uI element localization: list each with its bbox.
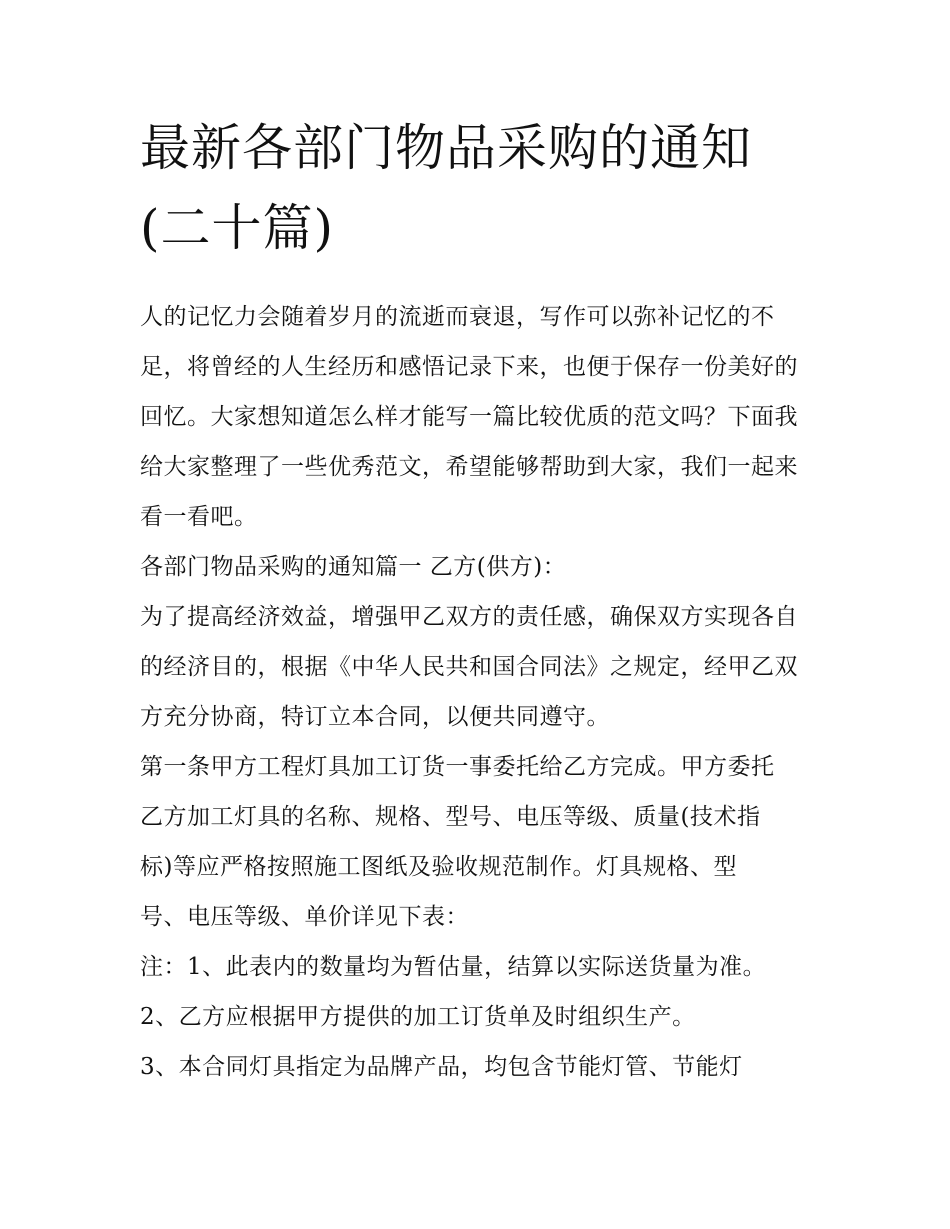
document-body	[140, 292, 815, 1092]
note-2-paragraph: 2、乙方应根据甲方提供的加工订货单及时组织生产。	[140, 1004, 696, 1030]
document-title: 最新各部门物品采购的通知(二十篇)	[140, 119, 752, 257]
section-heading: 各部门物品采购的通知篇一 乙方(供方)：	[140, 554, 567, 580]
purpose-paragraph: 为了提高经济效益，增强甲乙双方的责任感，确保双方实现各自的经济目的，根据《中华人民共和国合同法》之规定，经甲乙双方充分协商，特订立本合同，以便共同遵守。	[140, 604, 798, 730]
note-3-paragraph: 3、本合同灯具指定为品牌产品，均包含节能灯管、节能灯	[140, 1054, 743, 1080]
note-1-paragraph: 注：1、此表内的数量均为暂估量，结算以实际送货量为准。	[140, 954, 767, 980]
document-page	[140, 108, 815, 1092]
article-one-paragraph: 第一条甲方工程灯具加工订货一事委托给乙方完成。甲方委托乙方加工灯具的名称、规格、型号、电压等级、质量(技术指标)等应严格按照施工图纸及验收规范制作。灯具规格、型号、电压等级、单价详见下表：	[140, 754, 775, 930]
intro-paragraph: 人的记忆力会随着岁月的流逝而衰退，写作可以弥补记忆的不足，将曾经的人生经历和感悟记录下来，也便于保存一份美好的回忆。大家想知道怎么样才能写一篇比较优质的范文吗？下面我给大家整理了一些优秀范文，希望能够帮助到大家，我们一起来看一看吧。	[140, 304, 798, 530]
